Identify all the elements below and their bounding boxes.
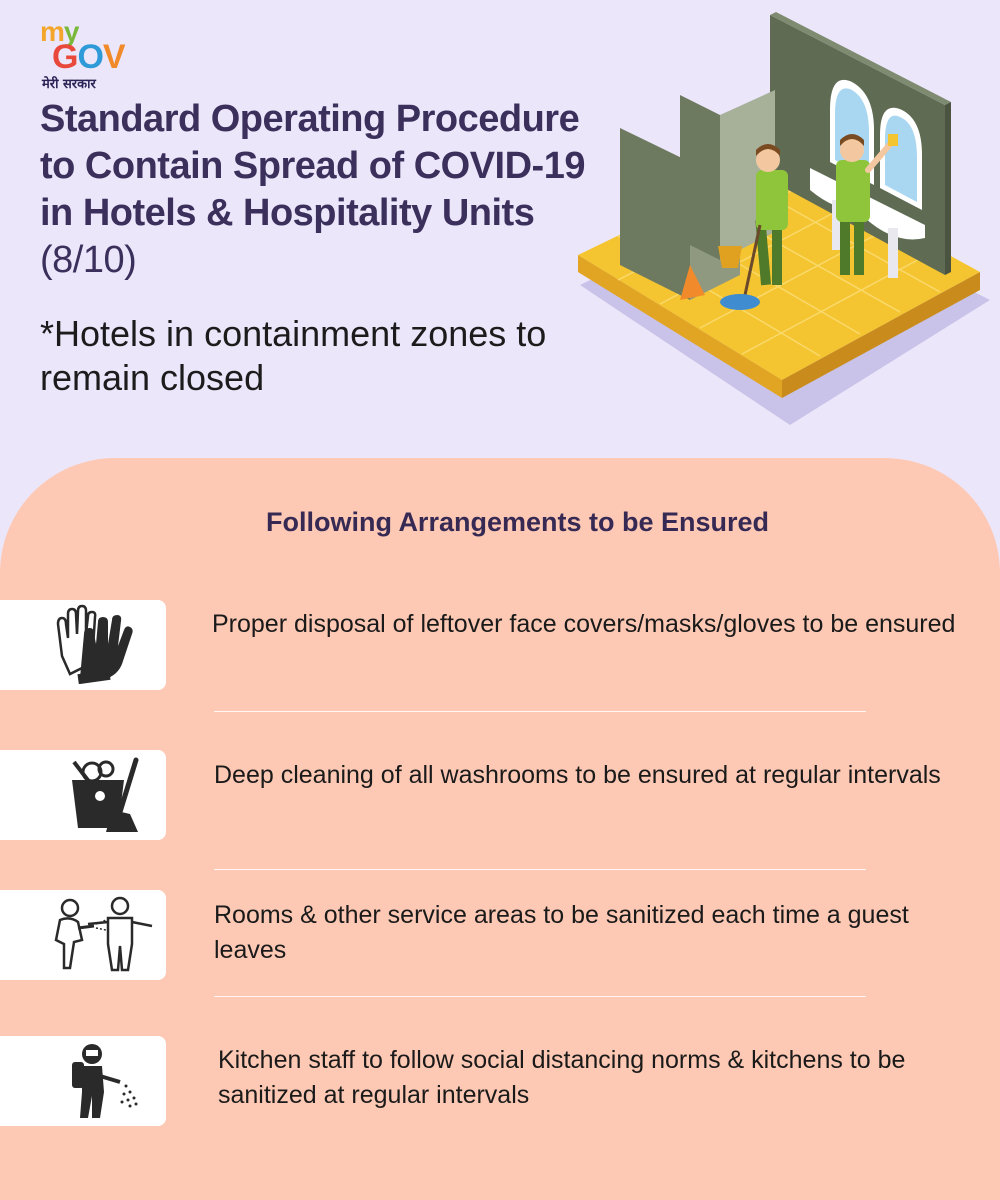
divider: [214, 869, 866, 870]
bucket-mop-icon: [66, 756, 146, 834]
page-title: [40, 96, 610, 284]
item-text-washrooms: Deep cleaning of all washrooms to be ensured at regular intervals: [214, 761, 941, 789]
item-text-kitchen: Kitchen staff to follow social distancing norms & kitchens to be sanitized at regular intervals: [218, 1046, 906, 1109]
divider: [214, 996, 866, 997]
item-text-disposal: Proper disposal of leftover face covers/masks/gloves to be ensured: [212, 610, 956, 638]
gloves-card: [0, 600, 166, 690]
logo-my: my: [40, 16, 79, 47]
sanitizing-workers-icon: [48, 896, 156, 974]
item-text-rooms: Rooms & other service areas to be sanitized each time a guest leaves: [214, 901, 909, 964]
bucket-mop-card: [0, 750, 166, 840]
logo-gov: GOV: [52, 38, 125, 76]
containment-note: *Hotels in containment zones to remain closed: [40, 313, 547, 398]
logo-tagline: मेरी सरकार: [42, 77, 96, 92]
title-text: Standard Operating Procedure to Contain Spread of COVID-19 in Hotels & Hospitality Units: [40, 98, 585, 234]
gloves-icon: [50, 604, 136, 684]
page-indicator: (8/10): [40, 239, 137, 281]
washroom-cleaning-illustration: [570, 10, 1000, 430]
divider: [214, 711, 866, 712]
section-heading: Following Arrangements to be Ensured: [265, 507, 770, 537]
mygov-logo: [40, 16, 140, 92]
sanitizer-spray-worker-icon: [66, 1042, 142, 1120]
sanitizing-workers-card: [0, 890, 166, 980]
kitchen-sanitizing-card: [0, 1036, 166, 1126]
